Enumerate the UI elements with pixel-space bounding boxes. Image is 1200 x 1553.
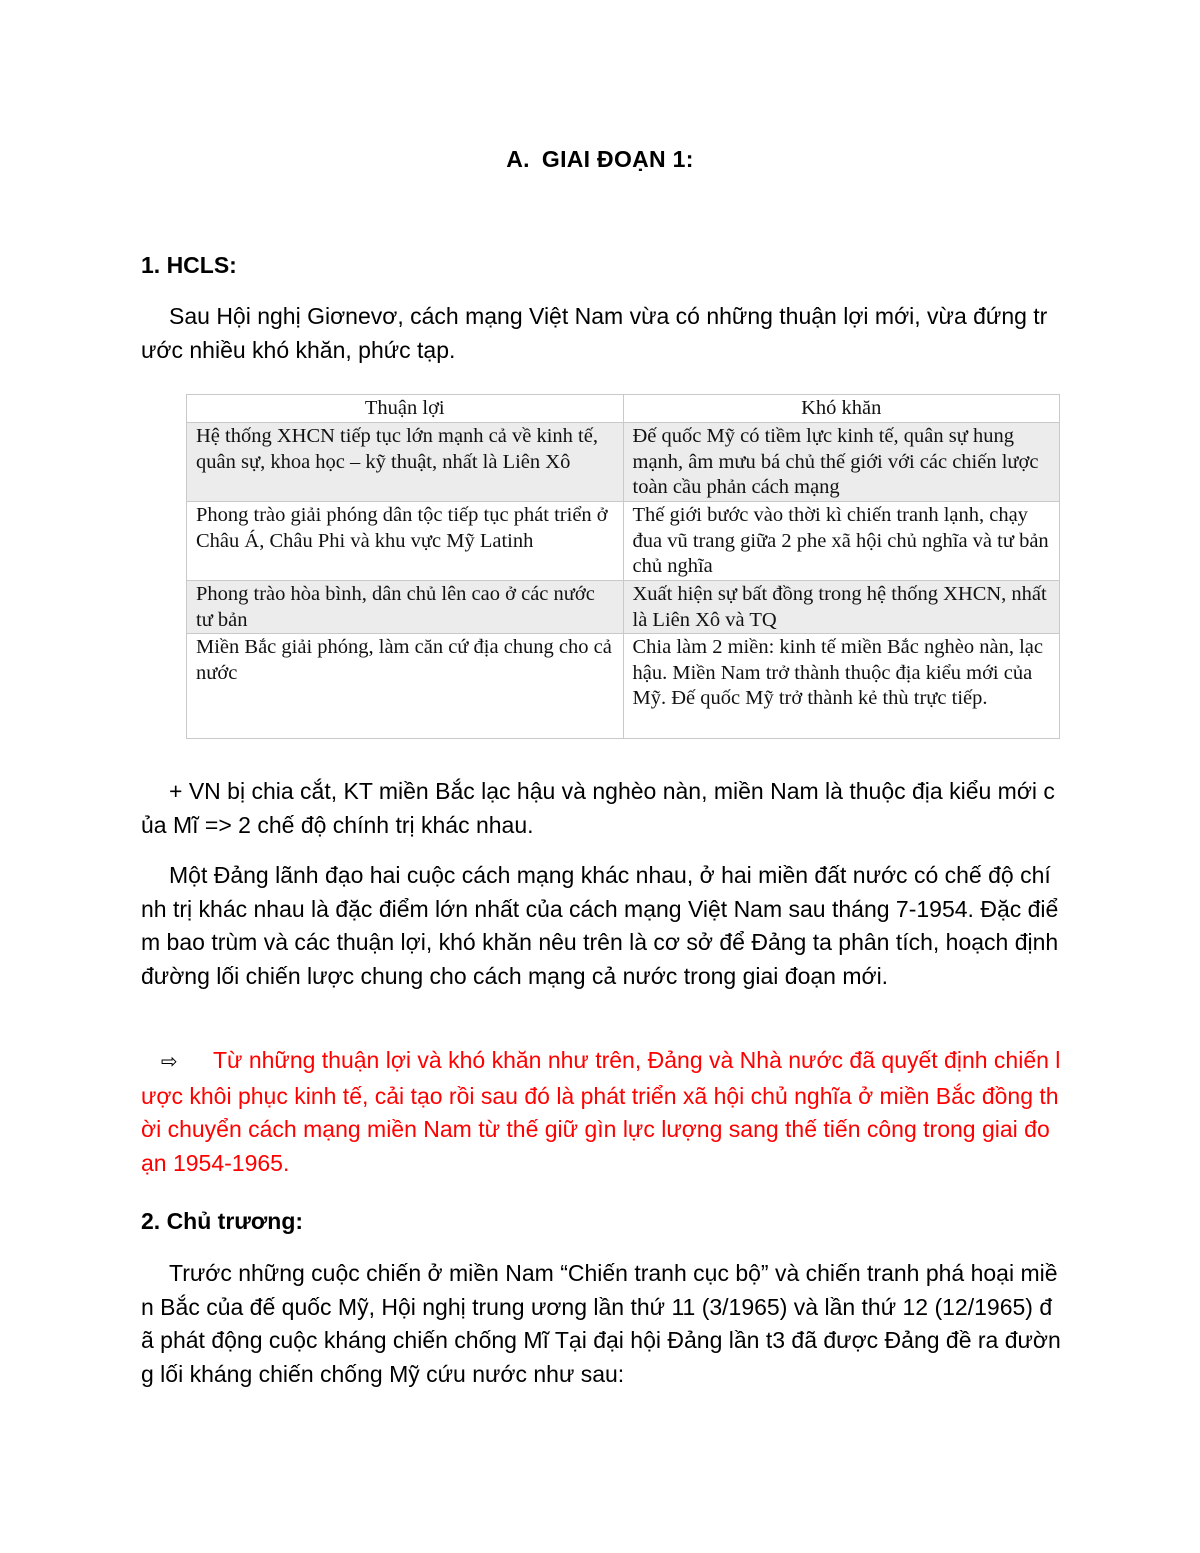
table-row xyxy=(187,502,1060,581)
table-cell: Phong trào hòa bình, dân chủ lên cao ở các nước tư bản xyxy=(187,581,624,634)
table-cell: Xuất hiện sự bất đồng trong hệ thống XHCN, nhất là Liên Xô và TQ xyxy=(623,581,1060,634)
table-cell: Miền Bắc giải phóng, làm căn cứ địa chung cho cả nước xyxy=(187,634,624,739)
paragraph-division: + VN bị chia cắt, KT miền Bắc lạc hậu và nghèo nàn, miền Nam là thuộc địa kiểu mới của Mĩ => 2 chế độ chính trị khác nhau. xyxy=(141,778,1055,838)
table-row xyxy=(187,581,1060,634)
table-row xyxy=(187,423,1060,502)
table-header-advantages: Thuận lợi xyxy=(187,395,624,423)
section-heading-hcls: 1. HCLS: xyxy=(141,252,237,278)
table-row xyxy=(187,634,1060,739)
paragraph-policy: Trước những cuộc chiến ở miền Nam “Chiến tranh cục bộ” và chiến tranh phá hoại miền Bắc của đế quốc Mỹ, Hội nghị trung ương lần thứ 11 (3/1965) và lần thứ 12 (12/1965) đã phát động cuộc kháng chiến chống Mĩ Tại đại hội Đảng lần t3 đã được Đảng đề ra đường lối kháng chiến chống Mỹ cứu nước như sau: xyxy=(141,1260,1061,1387)
table-cell: Thế giới bước vào thời kì chiến tranh lạnh, chạy đua vũ trang giữa 2 phe xã hội chủ nghĩa và tư bản chủ nghĩa xyxy=(623,502,1060,581)
table-header-difficulties: Khó khăn xyxy=(623,395,1060,423)
table-cell: Đế quốc Mỹ có tiềm lực kinh tế, quân sự hung mạnh, âm mưu bá chủ thế giới với các chiến lược toàn cầu phản cách mạng xyxy=(623,423,1060,502)
title-number: A. xyxy=(506,146,530,172)
section-heading-policy: 2. Chủ trương: xyxy=(141,1208,304,1234)
intro-paragraph: Sau Hội nghị Giơnevơ, cách mạng Việt Nam vừa có những thuận lợi mới, vừa đứng trước nhiều khó khăn, phức tạp. xyxy=(141,303,1048,363)
title-text: GIAI ĐOẠN 1: xyxy=(541,146,694,172)
conclusion-paragraph xyxy=(141,1044,1061,1180)
paragraph-features: Một Đảng lãnh đạo hai cuộc cách mạng khác nhau, ở hai miền đất nước có chế độ chính trị khác nhau là đặc điểm lớn nhất của cách mạng Việt Nam sau tháng 7-1954. Đặc điểm bao trùm và các thuận lợi, khó khăn nêu trên là cơ sở để Đảng ta phân tích, hoạch định đường lối chiến lược chung cho cách mạng cả nước trong giai đoạn mới. xyxy=(141,862,1059,989)
table-cell: Hệ thống XHCN tiếp tục lớn mạnh cả về kinh tế, quân sự, khoa học – kỹ thuật, nhất là Liên Xô xyxy=(187,423,624,502)
table-cell: Phong trào giải phóng dân tộc tiếp tục phát triển ở Châu Á, Châu Phi và khu vực Mỹ Latinh xyxy=(187,502,624,581)
comparison-table xyxy=(186,394,1060,739)
table-cell: Chia làm 2 miền: kinh tế miền Bắc nghèo nàn, lạc hậu. Miền Nam trở thành thuộc địa kiểu mới của Mỹ. Đế quốc Mỹ trở thành kẻ thù trực tiếp. xyxy=(623,634,1060,739)
page-title xyxy=(0,146,1200,173)
arrow-right-icon: ⇨ xyxy=(161,1051,178,1073)
conclusion-text: Từ những thuận lợi và khó khăn như trên, Đảng và Nhà nước đã quyết định chiến lược khôi phục kinh tế, cải tạo rồi sau đó là phát triển xã hội chủ nghĩa ở miền Bắc đồng thời chuyển cách mạng miền Nam từ thế giữ gìn lực lượng sang thế tiến công trong giai đoạn 1954-1965. xyxy=(141,1047,1061,1176)
